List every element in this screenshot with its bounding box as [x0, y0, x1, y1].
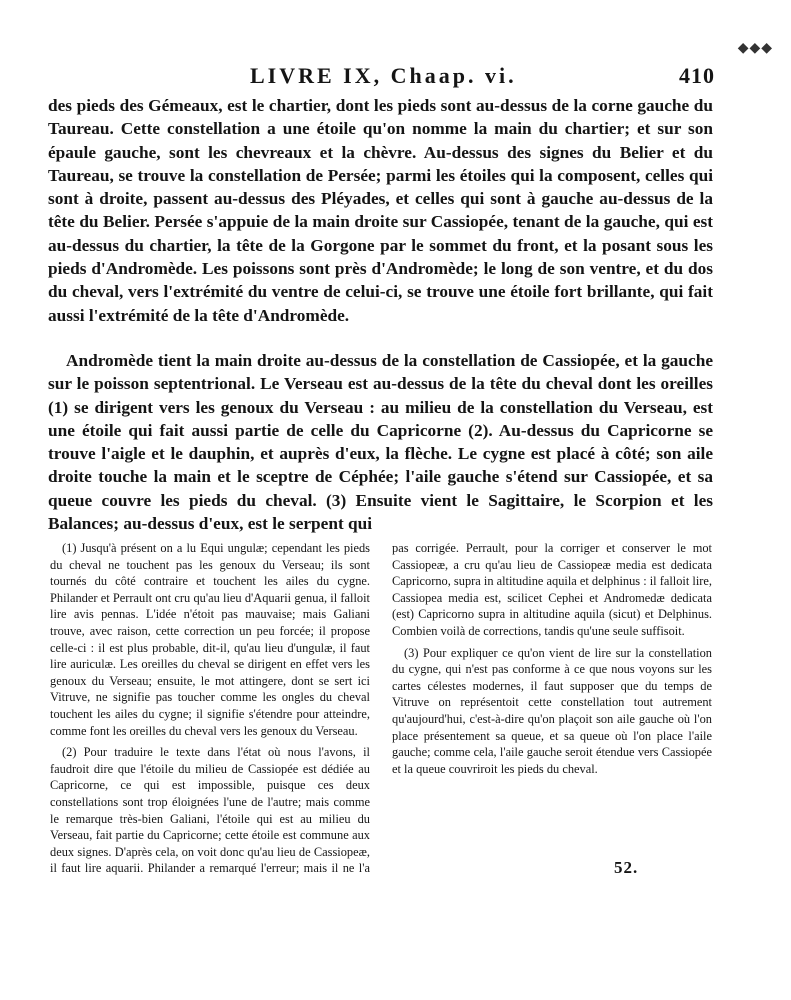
footnote-2: (2) Pour traduire le texte dans l'état où nous l'avons, il faudroit dire que l'étoile du milieu de Cassiopée est dédiée au Capricorne, ce qui est impossible, puisque ces deux constellations sont trop éloignées l'une de l'autre; mais comme le remarque très-bien Galiani, l'étoile qui est au milieu du Verseau, fait partie du Capricorne; cette étoile est commune aux deux signes. D'après cela, on voit donc qu'au lieu de Cassiopeæ, il faut lire aquarii. Philander a remarqué l'erreur; mais il ne l'a pas corrigée. Perrault, pour la corriger et conserver le mot Cassiopeæ, a cru qu'au lieu de Cassiopeæ media est dedicata Capricorno, supra in altitudine aquila et delphinus : il falloit lire, Cassiopea media est, scilicet Cephei et Andromedæ dedicata (est) Capricorno supra in altitudine aquila (sicut) et Delphinus. Combien voilà de corrections, tandis qu'une seule suffisoit. [50, 541, 713, 876]
footnote-1: (1) Jusqu'à présent on a lu Equi ungulæ; cependant les pieds du cheval ne touchent pas les genoux du Verseau; ils sont tournés du côté contraire et touchent les ailes du cygne. Philander et Perrault ont cru qu'au lieu d'Aquarii genua, il falloit lire avis pennas. L'idée n'étoit pas mauvaise; mais Galiani trouve, avec raison, cette correction un peu forcée; il propose celle-ci : il est plus probable, dit-il, qu'au lieu d'ungulæ, il faut lire auriculæ. Les oreilles du cheval se dirigent en effet vers les genoux du Verseau; ensuite, le mot attingere, dont se sert ici Vitruve, ne signifie pas toucher comme les ongles du cheval touchent les ailes du cygne; il signifie s'étendre pour atteindre, comme font les oreilles du cheval vers les genoux du Verseau. [50, 541, 370, 738]
paragraph-2: Andromède tient la main droite au-dessus de la constellation de Cassiopée, et la gauche sur le poisson septentrional. Le Verseau est au-dessus de la tête du cheval dont les oreilles (1) se dirigent vers les genoux du Verseau : au milieu de la constellation du Verseau, est une étoile qui fait aussi partie de celle du Capricorne (2). Au-dessus du Capricorne se trouve l'aigle et le dauphin, et auprès d'eux, la flèche. Le cygne est placé à côté; son aile droite touche la main et le sceptre de Céphée; l'aile gauche s'étend sur Cassiopée, et sa queue couvre les pieds du cheval. (3) Ensuite vient le Sagittaire, le Scorpion et les Balances; au-dessus d'eux, est le serpent qui [48, 350, 713, 534]
main-text [48, 94, 713, 535]
corner-ornament: ◆◆◆ [737, 41, 773, 56]
footnotes [50, 540, 712, 880]
paragraph-1: des pieds des Gémeaux, est le chartier, dont les pieds sont au-dessus de la corne gauche du Taureau. Cette constellation a une étoile qu'on nomme la main du chartier; et sur son épaule gauche, sont les chevreaux et la chèvre. Au-dessus des signes du Belier et du Taureau, se trouve la constellation de Persée; parmi les étoiles qui la composent, celles qui sont à droite, passent au-dessus des Pléyades, et celles qui sont à gauche au-dessus de la tête du Belier. Persée s'appuie de la main droite sur Cassiopée, tenant de la gauche, qui est au-dessus du chartier, la tête de la Gorgone par le sommet du front, et la posant sous les pieds d'Andromède. Les poissons sont près d'Andromède; le long de son ventre, et du dos du cheval, vers l'extrémité du ventre de celui-ci, se trouve une étoile fort brillante, qui fait aussi l'extrémité de la tête d'Andromède. [48, 96, 713, 325]
page-number: 410 [679, 63, 715, 88]
footnote-3: (3) Pour expliquer ce qu'on vient de lire sur la constellation du cygne, qui n'est pas conforme à ce que nous voyons sur les cartes célestes modernes, il faut supposer que du temps de Vitruve on représentoit cette constellation tout autrement qu'aujourd'hui, c'est-à-dire qu'on plaçoit son aile gauche où l'on place présentement sa queue, et sa queue où l'on place l'aile gauche; comme cela, l'aile gauche seroit étendue vers Cassiopée et la queue couvriroit les pieds du cheval. [392, 645, 712, 776]
signature-mark: 52. [614, 858, 639, 877]
running-head: LIVRE IX, Chaap. vi. [250, 63, 517, 88]
